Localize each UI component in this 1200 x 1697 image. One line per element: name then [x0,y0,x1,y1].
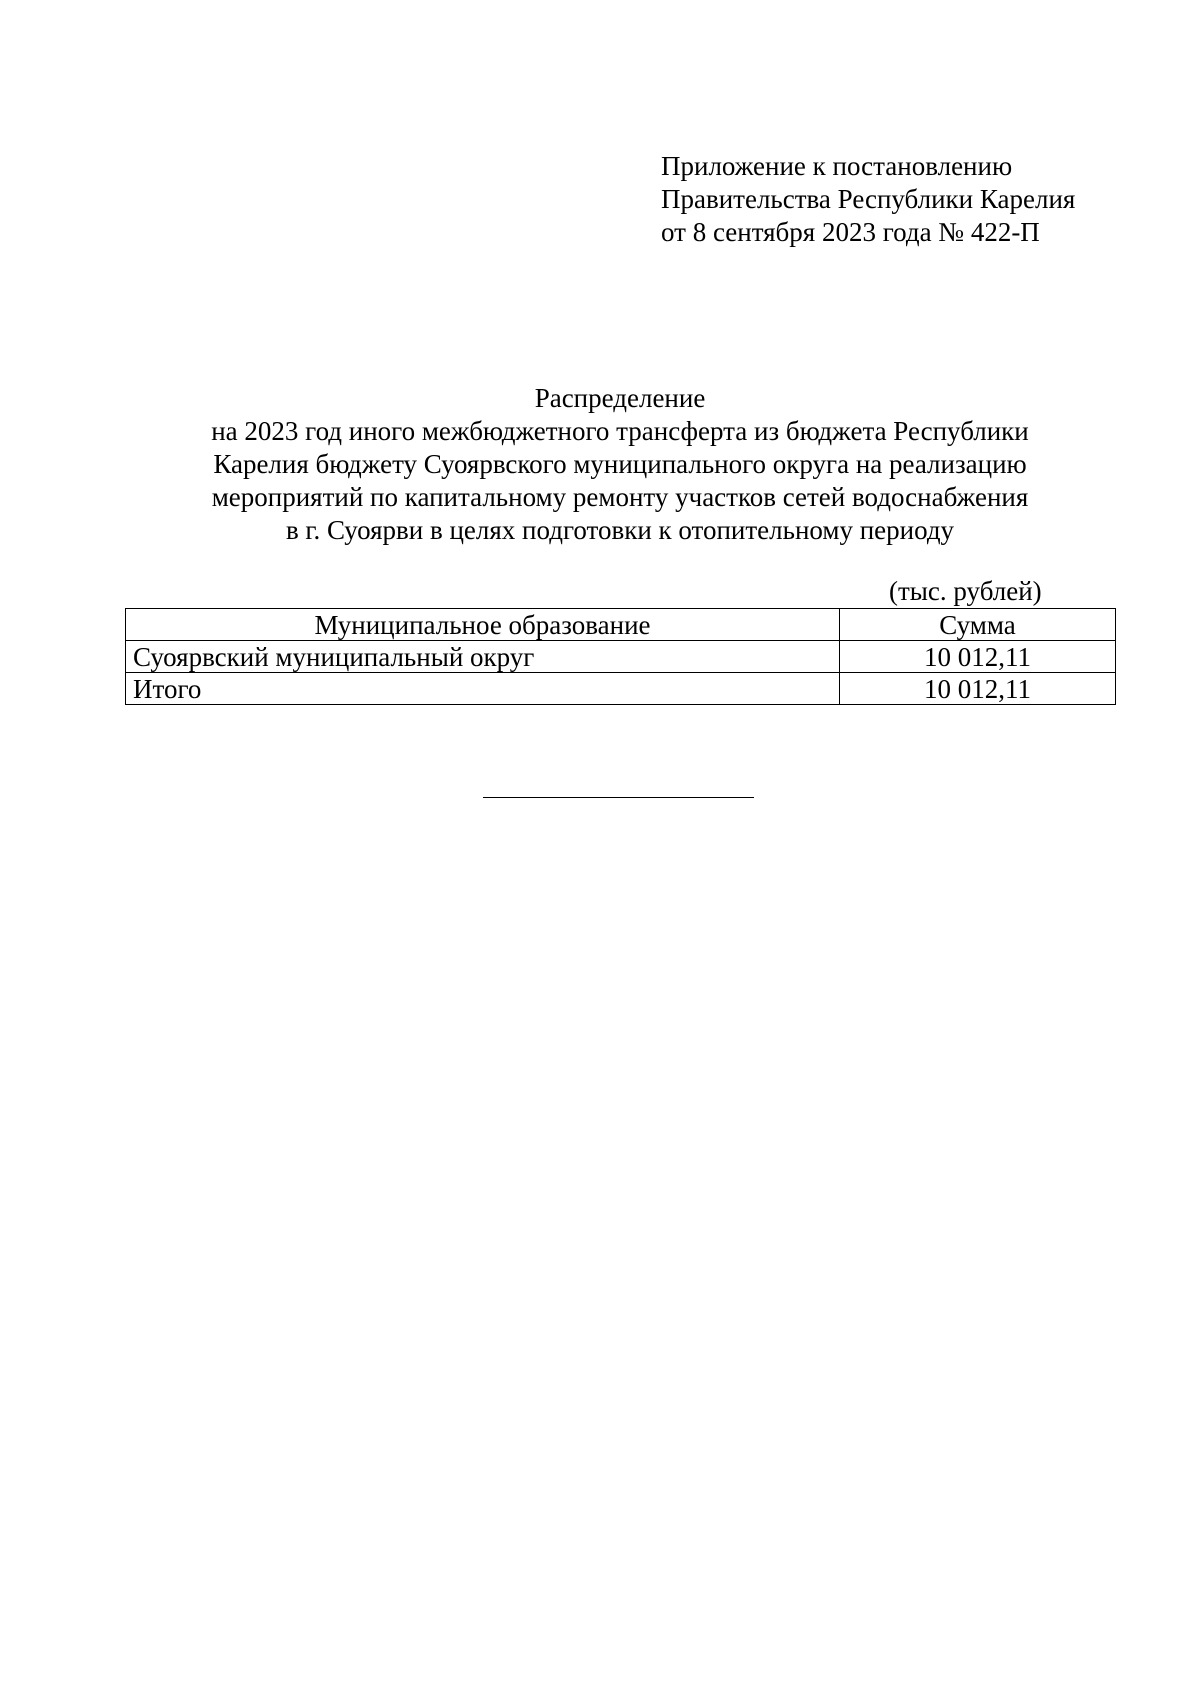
table-row [126,641,1116,673]
title-line-1: на 2023 год иного межбюджетного трансферта из бюджета Республики [211,416,1029,446]
table-row-total [126,673,1116,705]
header-amount: Сумма [840,609,1116,641]
table-header-row [126,609,1116,641]
cell-total-label: Итого [126,673,840,705]
units-label: (тыс. рублей) [889,576,1042,606]
title-heading: Распределение [534,383,706,413]
cell-municipality: Суоярвский муниципальный округ [126,641,840,673]
document-title [120,382,1120,547]
cell-amount: 10 012,11 [840,641,1116,673]
header-municipality: Муниципальное образование [126,609,840,641]
annex-line-2: Правительства Республики Карелия [661,184,1076,214]
title-line-3: мероприятий по капитальному ремонту участков сетей водоснабжения [211,482,1029,512]
cell-total-amount: 10 012,11 [840,673,1116,705]
distribution-table [125,608,1116,705]
closing-separator-line [483,797,754,798]
title-line-4: в г. Суоярви в целях подготовки к отопительному периоду [285,515,955,545]
annex-block [661,150,1075,249]
annex-line-3: от 8 сентября 2023 года № 422-П [661,217,1040,247]
annex-line-1: Приложение к постановлению [661,151,1013,181]
title-line-2: Карелия бюджету Суоярвского муниципального округа на реализацию [213,449,1027,479]
